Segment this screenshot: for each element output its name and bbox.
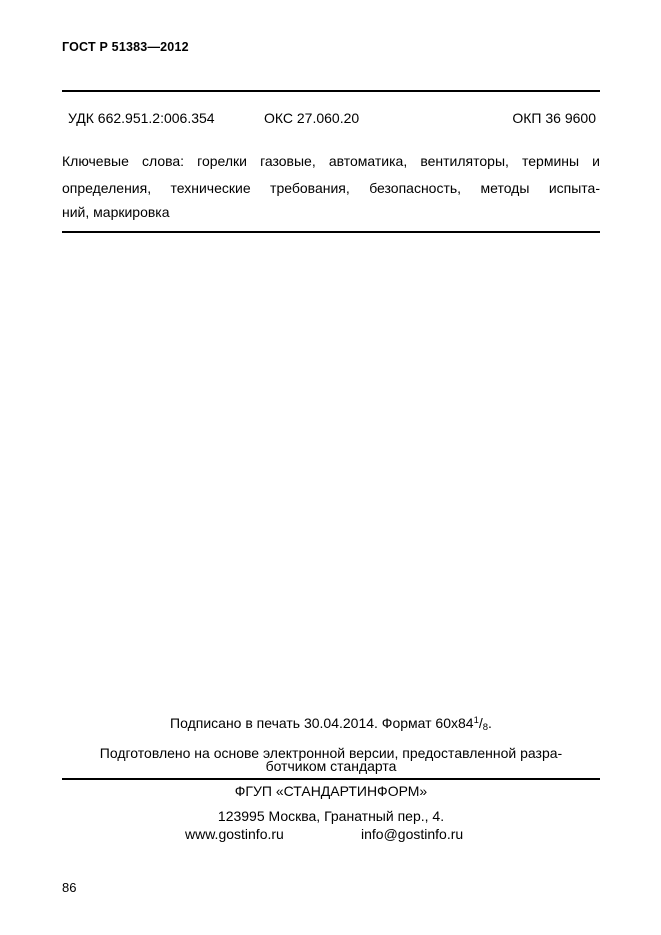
format-slash: /: [478, 715, 483, 731]
format-numerator: 1: [473, 715, 479, 726]
prepared-line-2: ботчиком стандарта: [265, 758, 397, 774]
website-link[interactable]: www.gostinfo.ru: [185, 826, 284, 842]
contact-row: [62, 826, 600, 844]
publisher-address: 123995 Москва, Гранатный пер., 4.: [217, 808, 445, 824]
oks-code: ОКС 27.060.20: [264, 110, 360, 126]
format-denominator: 8: [482, 722, 489, 733]
keywords-line-2: определения, технические требования, безопасность, методы испыта-: [62, 180, 600, 196]
publisher-name: ФГУП «СТАНДАРТИНФОРМ»: [234, 783, 428, 799]
signed-text: Подписано в печать 30.04.2014. Формат 60x84: [170, 715, 474, 731]
classification-codes: [68, 110, 596, 128]
keywords-bottom-divider: [62, 231, 600, 233]
standard-code-header: ГОСТ Р 51383—2012: [62, 40, 189, 54]
email-link[interactable]: info@gostinfo.ru: [361, 826, 464, 842]
keywords-line-1: Ключевые слова: горелки газовые, автоматика, вентиляторы, термины и: [62, 153, 600, 169]
okp-code: ОКП 36 9600: [512, 110, 596, 126]
prepared-line-1: Подготовлено на основе электронной версии, предоставленной разра-: [99, 745, 563, 761]
signed-for-print: [62, 715, 600, 733]
keywords-line-3: ний, маркировка: [62, 204, 170, 220]
page-number: 86: [62, 880, 77, 895]
publisher-divider: [62, 778, 600, 780]
top-divider: [62, 90, 600, 92]
udk-code: УДК 662.951.2:006.354: [68, 110, 215, 126]
keywords-block: [62, 148, 600, 222]
format-suffix: .: [488, 715, 492, 731]
